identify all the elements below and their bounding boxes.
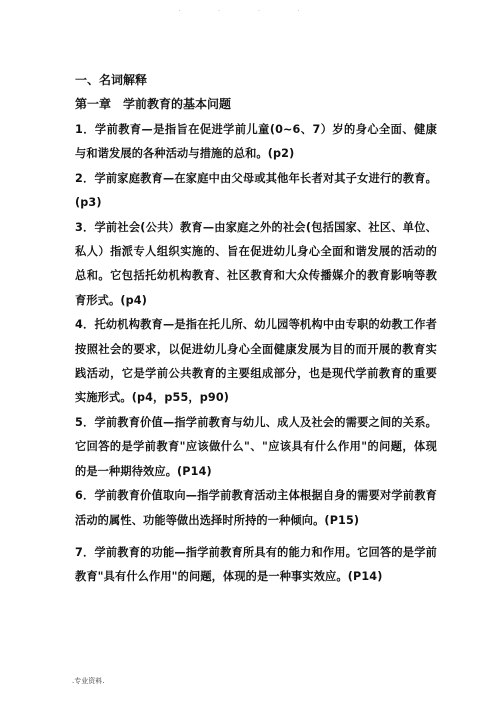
term-entry-5: 5．学前教育价值—指学前教育与幼儿、成人及社会的需要之间的关系。它回答的是学前教育"应该做什么"、"应该具有什么作用"的问题，体现的是一种期待效应。(P14) — [75, 415, 437, 478]
chapter-title: 第一章 学前教育的基本问题 — [75, 97, 232, 111]
page-footer: .专业资料. — [72, 677, 105, 685]
section-title: 一、名词解释 — [75, 73, 148, 87]
term-entry-7: 7．学前教育的功能—指学前教育所具有的能力和作用。它回答的是学前教育"具有什么作用"的问题，体现的是一种事实效应。(P14) — [75, 545, 437, 584]
header-dots: · · · · — [178, 8, 318, 15]
term-entry-4: 4．托幼机构教育—是指在托儿所、幼儿园等机构中由专职的幼教工作者按照社会的要求，以促进幼儿身心全面健康发展为目的而开展的教育实践活动，它是学前公共教育的主要组成部分，也是现代学前教育的重要实施形式。(p4，p55，p90) — [75, 318, 437, 405]
term-entry-1: 1．学前教育—是指旨在促进学前儿童(0~6、7）岁的身心全面、健康与和谐发展的各种活动与措施的总和。(p2) — [75, 123, 437, 161]
term-entry-6: 6．学前教育价值取向—指学前教育活动主体根据自身的需要对学前教育活动的属性、功能等做出选择时所持的一种倾向。(P15) — [75, 489, 437, 527]
term-entry-3: 3．学前社会(公共）教育—由家庭之外的社会(包括国家、社区、单位、私人）指派专人组织实施的、旨在促进幼儿身心全面和谐发展的活动的总和。它包括托幼机构教育、社区教育和大众传播媒介的教育影响等教育形式。(p4) — [75, 220, 437, 307]
document-body — [75, 68, 437, 590]
term-entry-2: 2．学前家庭教育—在家庭中由父母或其他年长者对其子女进行的教育。(p3) — [75, 171, 437, 210]
